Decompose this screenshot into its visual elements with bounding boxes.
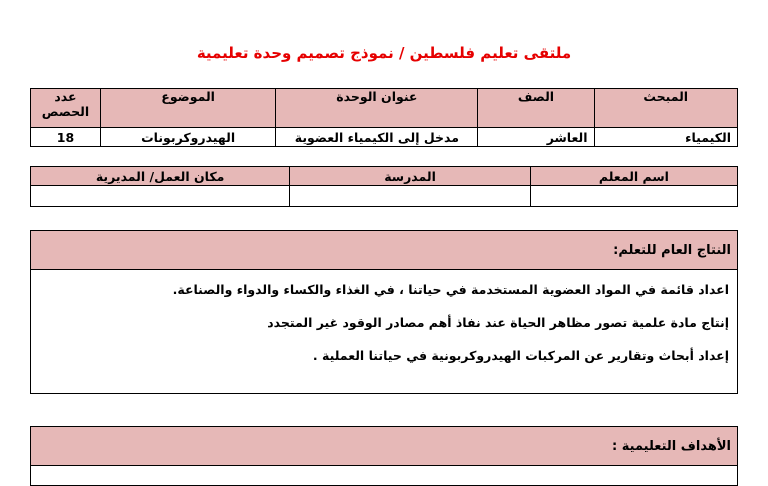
value-topic: الهيدروكربونات [100,128,275,147]
learning-objectives-section [30,426,738,486]
unit-info-table [30,88,738,147]
header-topic: الموضوع [100,89,275,128]
general-outcomes-list [31,270,737,377]
unit-info-value-row [31,128,738,147]
teacher-info-table [30,166,738,207]
header-periods: عدد الحصص [31,89,101,128]
teacher-info-value-row [31,186,738,207]
header-teacher-name: اسم المعلم [530,167,737,186]
value-periods: 18 [31,128,101,147]
header-subject: المبحث [594,89,738,128]
header-school: المدرسة [290,167,531,186]
header-grade: الصف [478,89,594,128]
header-workplace: مكان العمل/ المديرية [31,167,290,186]
value-school[interactable] [290,186,531,207]
header-unit-title: عنوان الوحدة [276,89,478,128]
value-teacher-name[interactable] [530,186,737,207]
general-outcomes-heading: النتاج العام للتعلم: [31,231,737,270]
value-subject: الكيمياء [594,128,738,147]
unit-info-header-row [31,89,738,128]
value-grade: العاشر [478,128,594,147]
value-workplace[interactable] [31,186,290,207]
general-outcomes-section [30,230,738,394]
document-title: ملتقى تعليم فلسطين / نموذج تصميم وحدة تعليمية [196,44,572,62]
outcome-item: إعداد أبحاث وتقارير عن المركبات الهيدروكربونية في حياتنا العملية . [312,348,729,363]
outcome-item: إنتاج مادة علمية تصور مظاهر الحياة عند نفاذ أهم مصادر الوقود غير المتجدد [267,315,729,330]
value-unit-title: مدخل إلى الكيمياء العضوية [276,128,478,147]
teacher-info-header-row [31,167,738,186]
learning-objectives-heading: الأهداف التعليمية : [31,427,737,466]
outcome-item: اعداد قائمة في المواد العضوية المستخدمة في حياتنا ، في الغذاء والكساء والدواء والصناعة. [172,282,729,297]
